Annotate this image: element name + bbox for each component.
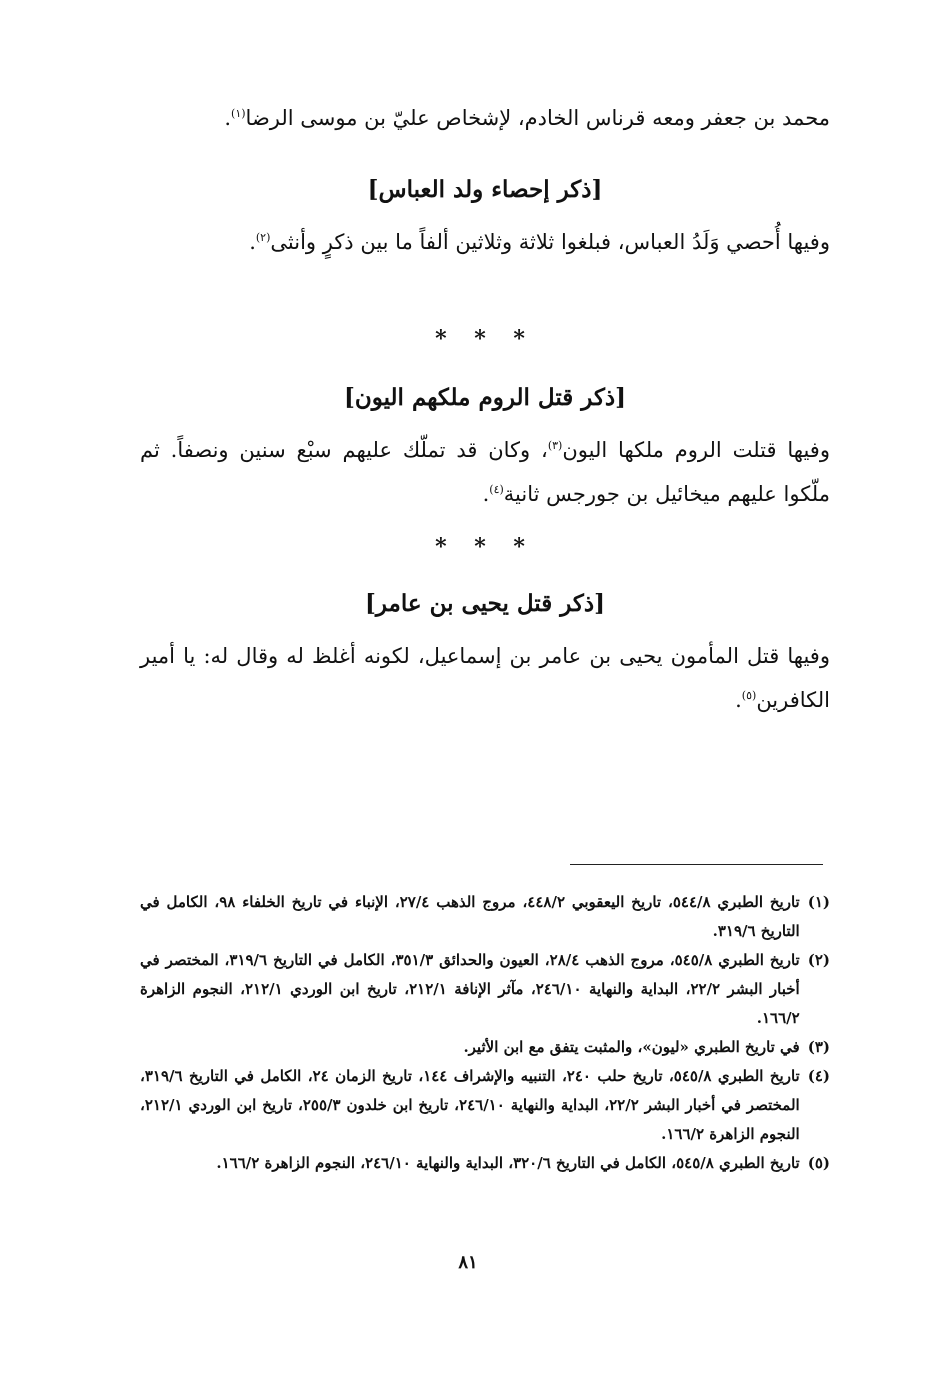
footnote-text: في تاريخ الطبري «ليون»، والمثبت يتفق مع ابن الأثير. <box>463 1038 800 1056</box>
footnote-item <box>140 1149 830 1178</box>
paragraph-1 <box>140 96 830 140</box>
footnote-item <box>140 946 830 1033</box>
footnote-marker-1: (١) <box>231 107 246 120</box>
footnote-item <box>140 888 830 946</box>
footnote-text: تاريخ الطبري ٥٤٥/٨، الكامل في التاريخ ٣٢٠/٦، البداية والنهاية ٢٤٦/١٠، النجوم الزاهرة ١٦٦/٢. <box>216 1154 800 1172</box>
paragraph-3-text-a: وفيها قتلت الروم ملكها اليون <box>562 438 830 462</box>
footnote-number: (٣) <box>807 1038 830 1056</box>
paragraph-3-end: . <box>482 482 490 506</box>
footnote-marker-4: (٤) <box>489 483 504 496</box>
paragraph-2-text: وفيها أُحصي وَلَدُ العباس، فبلغوا ثلاثة وثلاثين ألفاً ما بين ذكرٍ وأنثى <box>270 230 830 254</box>
footnote-number: (٤) <box>807 1067 830 1085</box>
footnote-divider <box>570 864 823 865</box>
footnote-item <box>140 1033 830 1062</box>
footnote-item <box>140 1062 830 1149</box>
heading-abbas-census: [ذكر إحصاء ولد العباس] <box>367 176 603 203</box>
section-separator-2: * * * <box>435 534 535 560</box>
footnote-marker-5: (٥) <box>741 689 757 702</box>
footnotes-list <box>140 888 830 1178</box>
paragraph-3-text-b: ، وكان قد تملّك عليهم سبْع سنين ونصفاً. ثم ملّكوا عليهم ميخائيل بن جورجس ثانية <box>140 438 830 506</box>
footnote-text: تاريخ الطبري ٥٤٤/٨، تاريخ اليعقوبي ٤٤٨/٢، مروج الذهب ٢٧/٤، الإنباء في تاريخ الخلفاء ٩٨، الكامل في التاريخ ٣١٩/٦. <box>140 893 800 940</box>
heading-yahya-killing: [ذكر قتل يحيى بن عامر] <box>364 590 606 617</box>
footnote-text: تاريخ الطبري ٥٤٥/٨، تاريخ حلب ٢٤٠، التنبيه والإشراف ١٤٤، تاريخ الزمان ٢٤، الكامل في التاريخ ٣١٩/٦، المختصر في أخبار البشر ٢٢/٢، البداية والنهاية ٢٤٦/١٠، تاريخ ابن خلدون ٢٥٥/٣، تاريخ ابن الوردي ٢١٢/١، النجوم الزاهرة ١٦٦/٢. <box>140 1067 800 1143</box>
footnote-text: تاريخ الطبري ٥٤٥/٨، مروج الذهب ٢٨/٤، العيون والحدائق ٣٥١/٣، الكامل في التاريخ ٣١٩/٦، المختصر في أخبار البشر ٢٢/٢، البداية والنهاية ٢٤٦/١٠، مآثر الإنافة ٢١٢/١، تاريخ ابن الوردي ٢١٢/١، النجوم الزاهرة ١٦٦/٢. <box>140 951 800 1027</box>
paragraph-3 <box>140 428 830 516</box>
paragraph-4-end: . <box>735 688 742 712</box>
section-separator-1: * * * <box>435 326 535 352</box>
page-number: ٨١ <box>458 1252 478 1273</box>
footnote-number: (٥) <box>807 1154 830 1172</box>
paragraph-4-text: وفيها قتل المأمون يحيى بن عامر بن إسماعيل، لكونه أغلظ له وقال له: يا أمير الكافرين <box>140 644 830 712</box>
footnote-number: (١) <box>807 893 830 911</box>
paragraph-1-text: محمد بن جعفر ومعه قرناس الخادم، لإشخاص عليّ بن موسى الرضا <box>245 106 830 130</box>
paragraph-1-end: . <box>224 106 232 130</box>
heading-romans-king: [ذكر قتل الروم ملكهم اليون] <box>343 384 627 411</box>
footnote-marker-3: (٣) <box>547 439 563 452</box>
paragraph-2-end: . <box>249 230 256 254</box>
footnote-number: (٢) <box>807 951 830 969</box>
paragraph-2 <box>140 220 830 264</box>
paragraph-4 <box>140 634 830 722</box>
footnote-marker-2: (٢) <box>255 231 271 244</box>
